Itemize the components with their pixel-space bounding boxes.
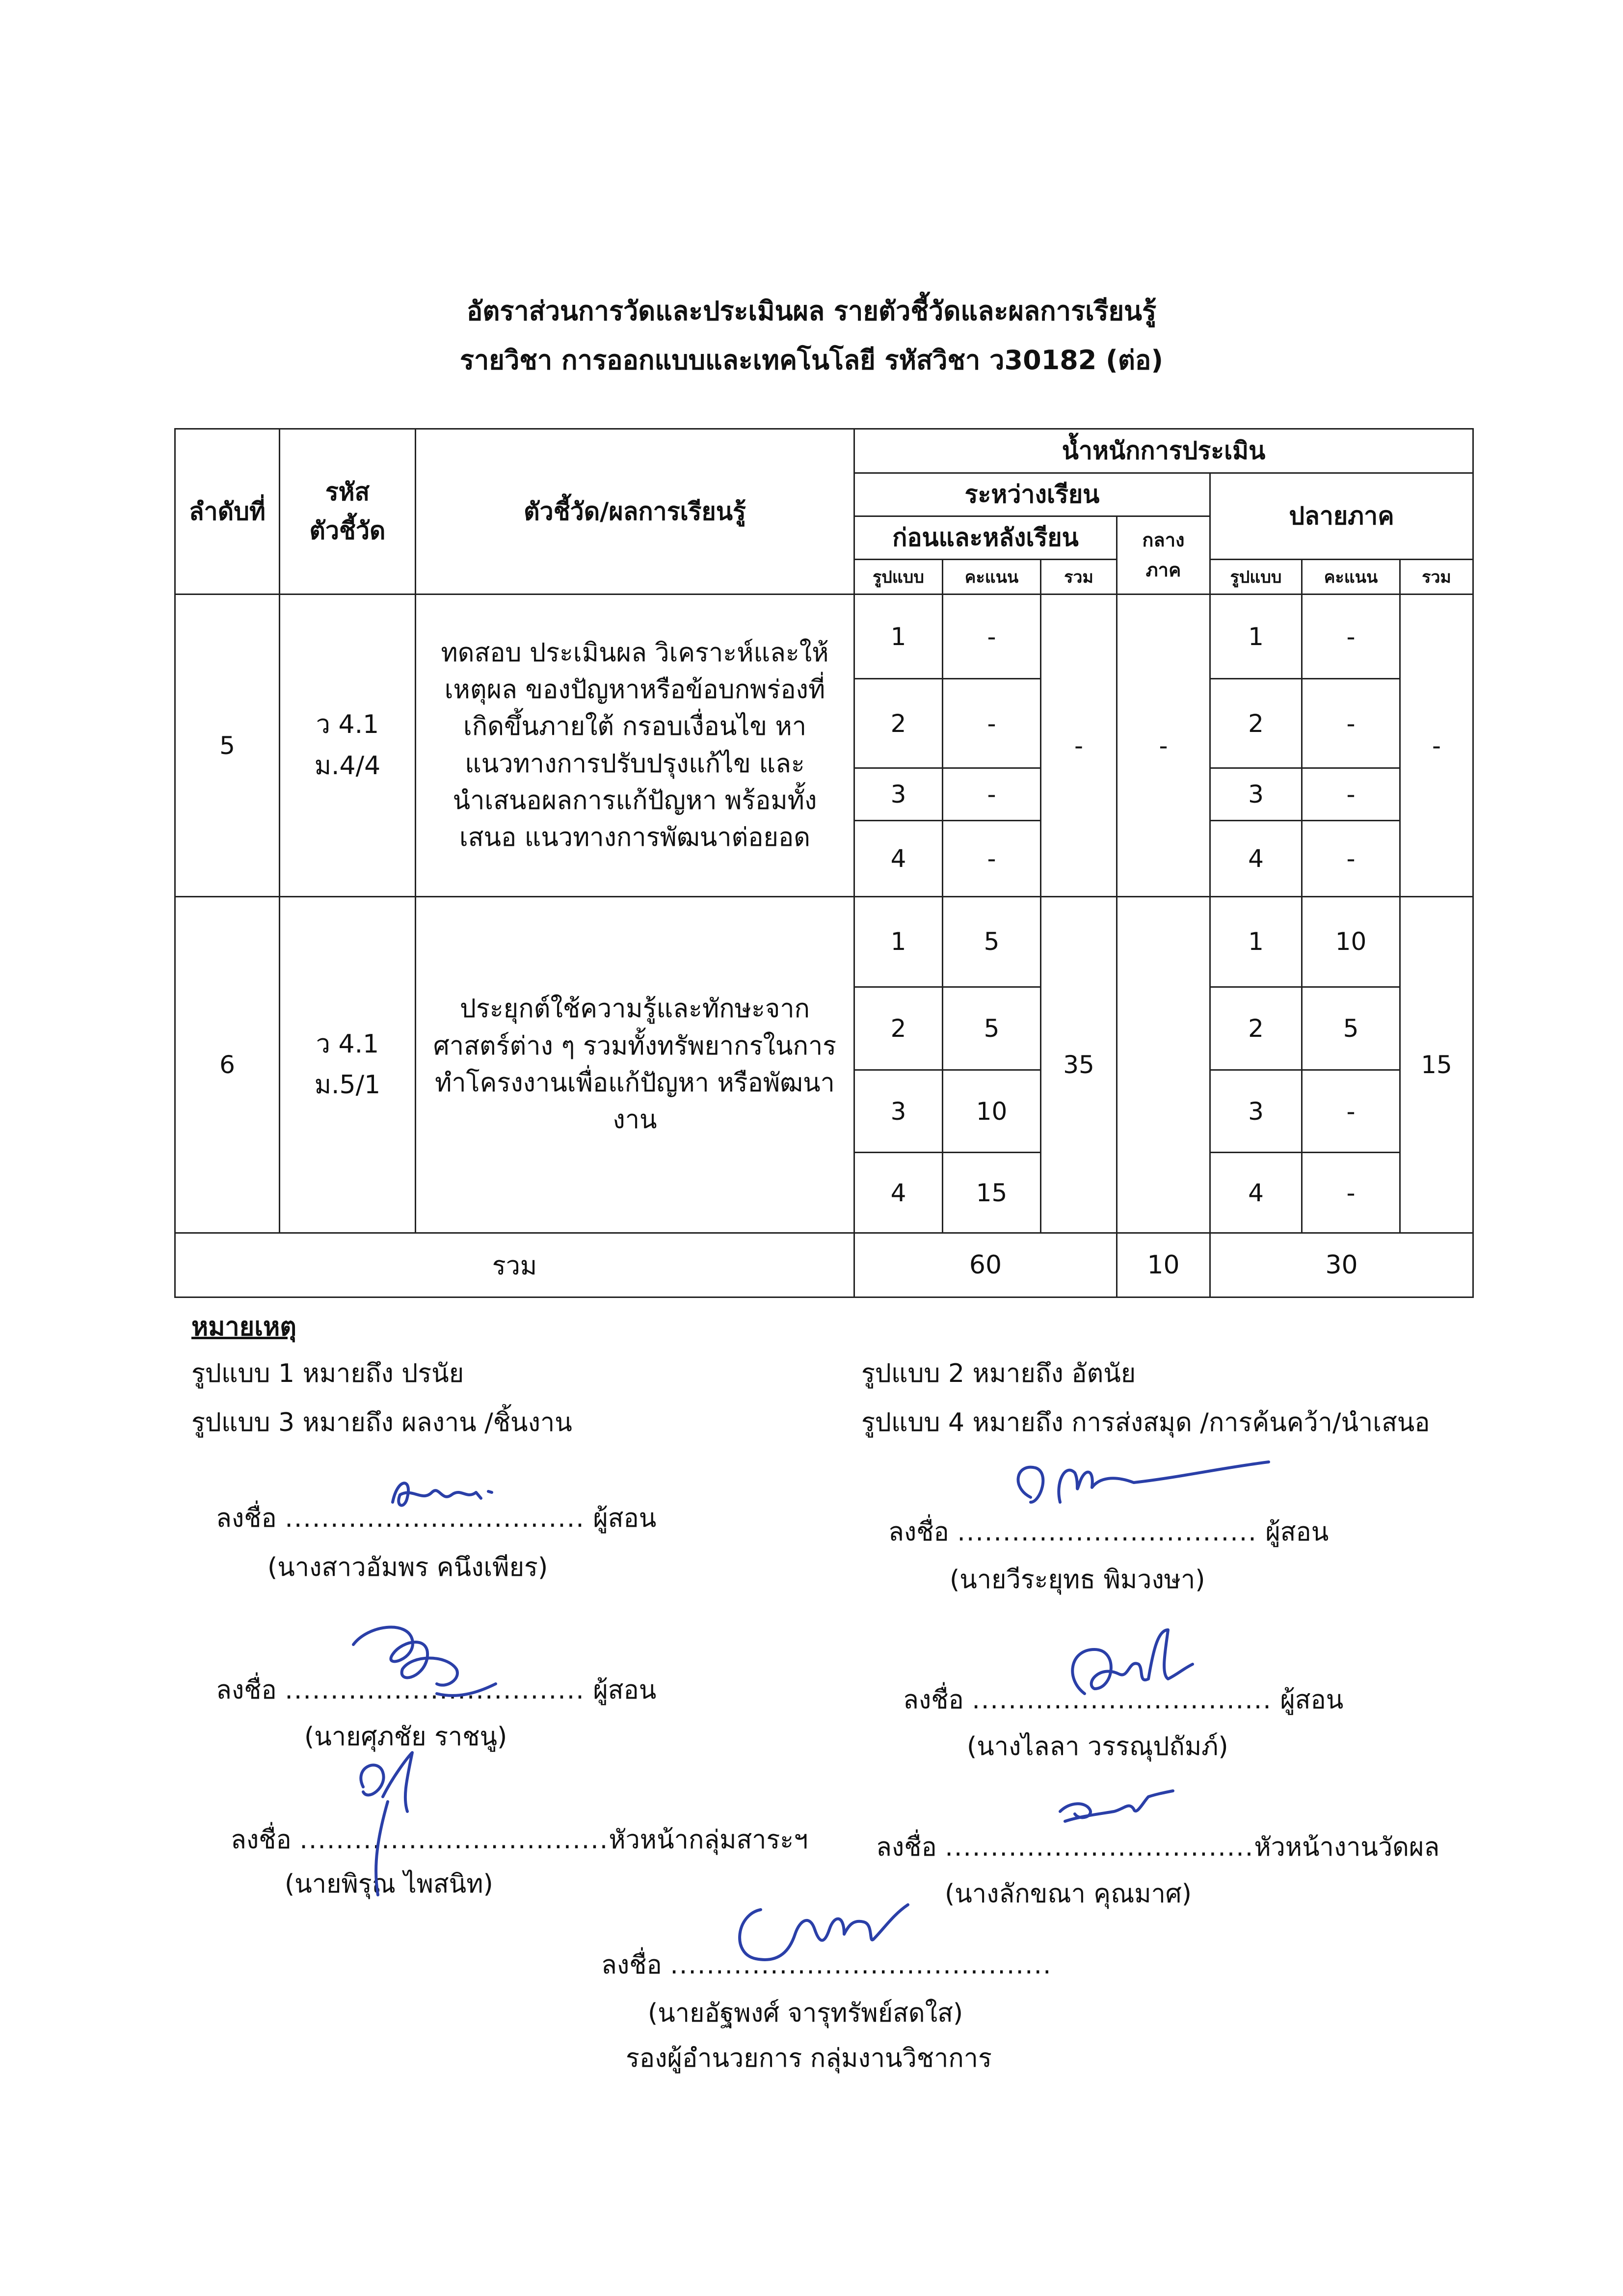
row-code: ว 4.1 ม.5/1 — [280, 896, 416, 1233]
handwritten-signature-icon — [334, 1738, 432, 1900]
cell-score: 5 — [943, 987, 1041, 1070]
assessment-table — [174, 428, 1474, 1298]
cell-final-format: 3 — [1210, 768, 1302, 820]
cell-score: - — [943, 679, 1041, 768]
document-title: อัตราส่วนการวัดและประเมินผล รายตัวชี้วัดและผลการเรียนรู้ — [466, 296, 1157, 326]
cell-final-format: 2 — [1210, 679, 1302, 768]
cell-midterm — [1117, 896, 1210, 1233]
signer-name: (นายพิรุณ ไพสนิท) — [285, 1869, 493, 1899]
note-item: รูปแบบ 1 หมายถึง ปรนัย — [191, 1359, 464, 1388]
table-row — [175, 896, 1473, 987]
signer-name: (นางไลลา วรรณุปถัมภ์) — [967, 1732, 1228, 1761]
header-before-after: ก่อนและหลังเรียน — [854, 516, 1117, 559]
signature-line: ลงชื่อ .......................................... — [601, 1950, 1052, 1980]
signer-name: (นายวีระยุทธ พิมวงษา) — [950, 1565, 1205, 1594]
cell-score: - — [943, 768, 1041, 820]
cell-final-sum: 15 — [1400, 896, 1473, 1233]
handwritten-signature-icon — [383, 1468, 510, 1522]
cell-format: 1 — [854, 896, 943, 987]
cell-format: 4 — [854, 1153, 943, 1233]
document-subtitle: รายวิชา การออกแบบและเทคโนโลยี รหัสวิชา ว30182 (ต่อ) — [459, 345, 1164, 376]
cell-score: - — [943, 820, 1041, 896]
total-midterm: 10 — [1117, 1233, 1210, 1297]
cell-format: 3 — [854, 1070, 943, 1153]
header-final-sum: รวม — [1400, 559, 1473, 594]
header-sum: รวม — [1041, 559, 1117, 594]
cell-final-score: - — [1302, 1070, 1400, 1153]
cell-format: 1 — [854, 594, 943, 679]
signature-line: ลงชื่อ ................................. ผู้สอน — [216, 1504, 657, 1533]
handwritten-signature-icon — [1050, 1782, 1178, 1831]
note-item: รูปแบบ 2 หมายถึง อัตนัย — [861, 1359, 1136, 1388]
cell-final-format: 4 — [1210, 820, 1302, 896]
cell-final-format: 2 — [1210, 987, 1302, 1070]
cell-sum: - — [1041, 594, 1117, 897]
handwritten-signature-icon — [1001, 1453, 1276, 1522]
cell-final-score: 5 — [1302, 987, 1400, 1070]
cell-score: 5 — [943, 896, 1041, 987]
signer-name: (นางสาวอัมพร คนึงเพียร) — [267, 1553, 548, 1582]
handwritten-signature-icon — [1055, 1620, 1202, 1708]
note-item: รูปแบบ 4 หมายถึง การส่งสมุด /การค้นคว้า/นำเสนอ — [861, 1408, 1430, 1437]
signature-line: ลงชื่อ ................................. ผู้สอน — [888, 1517, 1329, 1547]
cell-final-score: - — [1302, 594, 1400, 679]
cell-final-score: 10 — [1302, 896, 1400, 987]
header-score: คะแนน — [943, 559, 1041, 594]
cell-score: 15 — [943, 1153, 1041, 1233]
cell-final-format: 1 — [1210, 896, 1302, 987]
cell-format: 4 — [854, 820, 943, 896]
note-item: รูปแบบ 3 หมายถึง ผลงาน /ชิ้นงาน — [191, 1408, 572, 1437]
cell-score: 10 — [943, 1070, 1041, 1153]
header-weight: น้ำหนักการประเมิน — [854, 429, 1473, 473]
header-final-format: รูปแบบ — [1210, 559, 1302, 594]
handwritten-signature-icon — [726, 1895, 913, 1978]
row-indicator: ประยุกต์ใช้ความรู้และทักษะจาก ศาสตร์ต่าง ๆ รวมทั้งทรัพยากรในการ ทำโครงงานเพื่อแก้ปัญหา หรือพัฒนา งาน — [416, 896, 854, 1233]
header-during: ระหว่างเรียน — [854, 473, 1210, 516]
row-order: 6 — [175, 896, 280, 1233]
total-row — [175, 1233, 1473, 1297]
cell-final-sum: - — [1400, 594, 1473, 897]
handwritten-signature-icon — [339, 1615, 506, 1708]
header-midterm: กลาง ภาค — [1117, 516, 1210, 594]
total-during: 60 — [854, 1233, 1117, 1297]
signer-position: รองผู้อำนวยการ กลุ่มงานวิชาการ — [626, 2044, 992, 2073]
signature-line: ลงชื่อ ................................. ผู้สอน — [216, 1675, 657, 1705]
table-row — [175, 594, 1473, 679]
header-indicator: ตัวชี้วัด/ผลการเรียนรู้ — [416, 429, 854, 594]
cell-midterm: - — [1117, 594, 1210, 897]
header-code: รหัส ตัวชี้วัด — [280, 429, 416, 594]
cell-final-score: - — [1302, 1153, 1400, 1233]
signature-line: ลงชื่อ ..................................หัวหน้ากลุ่มสาระฯ — [231, 1825, 808, 1855]
cell-final-format: 4 — [1210, 1153, 1302, 1233]
cell-final-format: 3 — [1210, 1070, 1302, 1153]
signer-name: (นายอัฐพงศ์ จารุทรัพย์สดใส) — [648, 1999, 963, 2028]
signature-line: ลงชื่อ ................................. ผู้สอน — [903, 1685, 1344, 1715]
header-final-score: คะแนน — [1302, 559, 1400, 594]
cell-final-score: - — [1302, 679, 1400, 768]
cell-final-score: - — [1302, 768, 1400, 820]
cell-score: - — [943, 594, 1041, 679]
row-order: 5 — [175, 594, 280, 897]
header-format: รูปแบบ — [854, 559, 943, 594]
cell-sum: 35 — [1041, 896, 1117, 1233]
header-order: ลำดับที่ — [175, 429, 280, 594]
cell-final-format: 1 — [1210, 594, 1302, 679]
total-final: 30 — [1210, 1233, 1473, 1297]
cell-final-score: - — [1302, 820, 1400, 896]
cell-format: 2 — [854, 987, 943, 1070]
signer-name: (นายศุภชัย ราชนู) — [304, 1722, 507, 1752]
signature-line: ลงชื่อ ..................................หัวหน้างานวัดผล — [876, 1833, 1440, 1862]
notes-heading: หมายเหตุ — [191, 1312, 297, 1342]
header-final: ปลายภาค — [1210, 473, 1473, 559]
cell-format: 2 — [854, 679, 943, 768]
row-indicator: ทดสอบ ประเมินผล วิเคราะห์และให้ เหตุผล ของปัญหาหรือข้อบกพร่องที่ เกิดขึ้นภายใต้ กรอบเงื่อนไข หา แนวทางการปรับปรุงแก้ไข และ นำเสนอผลการแก้ปัญหา พร้อมทั้ง เสนอ แนวทางการพัฒนาต่อยอด — [416, 594, 854, 897]
signer-name: (นางลักขณา คุณมาศ) — [945, 1879, 1192, 1909]
cell-format: 3 — [854, 768, 943, 820]
row-code: ว 4.1 ม.4/4 — [280, 594, 416, 897]
total-label: รวม — [175, 1233, 854, 1297]
